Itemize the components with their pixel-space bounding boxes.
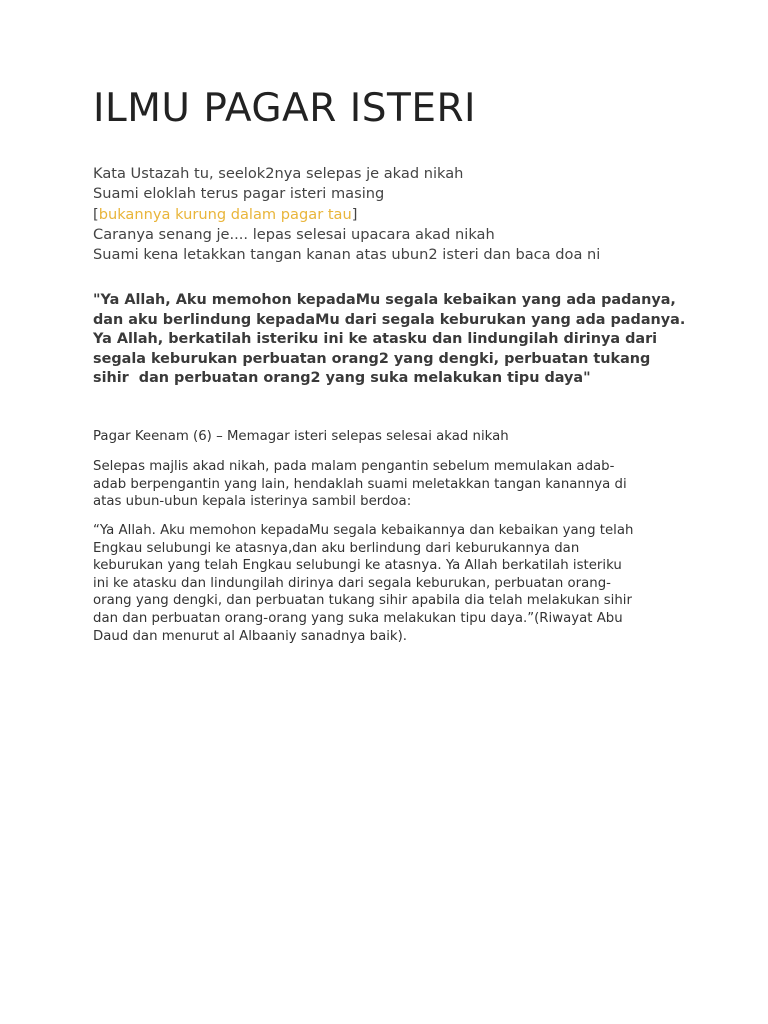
- prayer-line: dan aku berlindung kepadaMu dari segala keburukan yang ada padanya.: [93, 311, 686, 328]
- quote-line: Daud dan menurut al Albaaniy sanadnya baik).: [93, 628, 408, 644]
- intro-line-bracketed: [93, 205, 600, 225]
- quote-line: orang yang dengki, dan perbuatan tukang sihir apabila dia telah melakukan sihir: [93, 593, 632, 609]
- instruction-paragraph: [93, 458, 627, 511]
- bracket-open: [: [93, 205, 99, 223]
- bracket-close: ]: [351, 205, 358, 223]
- paragraph-line: Selepas majlis akad nikah, pada malam pengantin sebelum memulakan adab-: [93, 459, 615, 474]
- intro-paragraph: [93, 164, 600, 265]
- intro-line: Suami eloklah terus pagar isteri masing: [93, 185, 385, 203]
- intro-line: Caranya senang je.... lepas selesai upacara akad nikah: [93, 225, 495, 243]
- prayer-line: segala keburukan perbuatan orang2 yang dengki, perbuatan tukang: [93, 350, 651, 367]
- quote-paragraph: [93, 522, 633, 645]
- intro-line: Kata Ustazah tu, seelok2nya selepas je akad nikah: [93, 165, 464, 182]
- quote-line: ini ke atasku dan lindungilah dirinya dari segala keburukan, perbuatan orang-: [93, 575, 611, 591]
- highlighted-text: bukannya kurung dalam pagar tau: [98, 205, 352, 223]
- section-heading-text: Pagar Keenam (6) – Memagar isteri selepas selesai akad nikah: [93, 429, 509, 444]
- intro-line: Suami kena letakkan tangan kanan atas ubun2 isteri dan baca doa ni: [93, 246, 601, 264]
- prayer-line: Ya Allah, berkatilah isteriku ini ke atasku dan lindungilah dirinya dari: [93, 331, 658, 348]
- quote-line: keburukan yang telah Engkau selubungi ke atasnya. Ya Allah berkatilah isteriku: [93, 558, 622, 574]
- quote-line: dan dan perbuatan orang-orang yang suka melakukan tipu daya.”(Riwayat Abu: [93, 610, 623, 626]
- section-heading: [93, 428, 509, 446]
- paragraph-line: atas ubun-ubun kepala isterinya sambil berdoa:: [93, 494, 412, 510]
- prayer-line: sihir dan perbuatan orang2 yang suka melakukan tipu daya": [93, 370, 591, 387]
- quote-line: “Ya Allah. Aku memohon kepadaMu segala kebaikannya dan kebaikan yang telah: [93, 523, 634, 538]
- document-title: ILMU PAGAR ISTERI: [93, 86, 477, 131]
- quote-line: Engkau selubungi ke atasnya,dan aku berlindung dari keburukannya dan: [93, 540, 580, 556]
- paragraph-line: adab berpengantin yang lain, hendaklah suami meletakkan tangan kanannya di: [93, 476, 627, 492]
- prayer-line: "Ya Allah, Aku memohon kepadaMu segala kebaikan yang ada padanya,: [93, 292, 676, 308]
- prayer-bold-paragraph: [93, 291, 685, 389]
